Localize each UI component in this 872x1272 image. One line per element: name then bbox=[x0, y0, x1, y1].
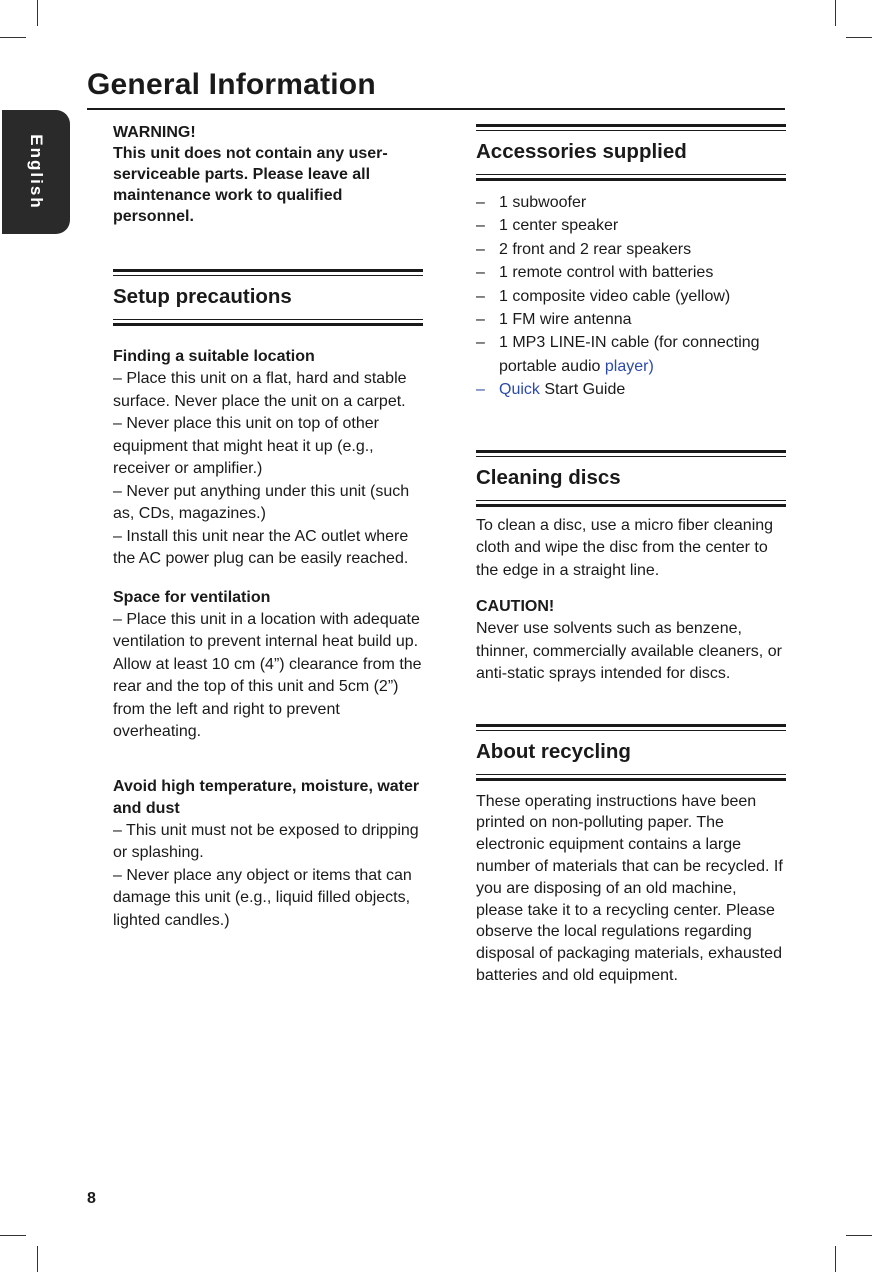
title-rule bbox=[87, 108, 785, 110]
crop-mark bbox=[0, 1235, 26, 1236]
location-item: – Place this unit on a flat, hard and stable surface. Never place the unit on a carpet. bbox=[113, 370, 407, 410]
list-dash: – bbox=[476, 194, 485, 211]
list-dash: – bbox=[476, 240, 485, 258]
list-item-link-text: Quick bbox=[499, 381, 540, 399]
page-number: 8 bbox=[87, 1190, 96, 1207]
list-item-text: 1 composite video cable (yellow) bbox=[499, 287, 731, 305]
ventilation-subheading: Space for ventilation bbox=[113, 588, 271, 606]
list-dash: – bbox=[476, 217, 485, 235]
list-item-text: 1 subwoofer bbox=[499, 194, 587, 211]
list-dash: – bbox=[476, 287, 485, 305]
location-block bbox=[113, 346, 423, 571]
caution-block bbox=[476, 596, 786, 686]
section-rule bbox=[113, 319, 423, 320]
setup-section-header bbox=[113, 269, 423, 326]
cleaning-section-header bbox=[476, 450, 786, 507]
warning-block bbox=[113, 122, 423, 227]
recycling-section-header bbox=[476, 724, 786, 781]
warning-text: This unit does not contain any user-serviceable parts. Please leave all maintenance work to qualified personnel. bbox=[113, 145, 388, 225]
list-dash: – bbox=[476, 311, 485, 329]
accessories-list bbox=[476, 191, 786, 402]
caution-label: CAUTION! bbox=[476, 598, 555, 616]
section-rule bbox=[476, 178, 786, 181]
location-item: – Never place this unit on top of other equipment that might heat it up (e.g., receiver or amplifier.) bbox=[113, 415, 379, 477]
setup-section-title: Setup precautions bbox=[113, 285, 292, 308]
avoid-subheading: Avoid high temperature, moisture, water and dust bbox=[113, 777, 420, 817]
caution-text: Never use solvents such as benzene, thinner, commercially available cleaners, or anti-static sprays intended for discs. bbox=[476, 620, 782, 683]
list-item-text: 1 center speaker bbox=[499, 217, 619, 235]
accessories-section-header bbox=[476, 124, 786, 181]
crop-mark bbox=[37, 0, 38, 26]
ventilation-text: – Place this unit in a location with adequate ventilation to prevent internal heat build up. Allow at least 10 cm (4”) clearance from the rear and the top of this unit and 5cm (2”) from the left and right to prevent overheating. bbox=[113, 610, 422, 740]
cleaning-section-title: Cleaning discs bbox=[476, 465, 621, 489]
recycling-text: These operating instructions have been printed on non-polluting paper. The electronic equipment contains a large number of materials that can be recycled. If you are disposing of an old machine, please take it to a recycling center. Please observe the local regulations regarding disposal of packaging materials, exhausted batteries and old equipment. bbox=[476, 792, 783, 985]
list-item bbox=[476, 214, 786, 237]
right-column bbox=[476, 124, 786, 987]
list-item-text: 2 front and 2 rear speakers bbox=[499, 240, 692, 258]
location-item: – Install this unit near the AC outlet where the AC power plug can be easily reached. bbox=[113, 527, 409, 567]
list-item bbox=[476, 285, 786, 308]
section-rule bbox=[113, 269, 423, 272]
section-rule bbox=[476, 124, 786, 127]
avoid-item: – This unit must not be exposed to dripping or splashing. bbox=[113, 821, 419, 861]
location-item: – Never put anything under this unit (such as, CDs, magazines.) bbox=[113, 482, 410, 522]
section-rule bbox=[113, 323, 423, 326]
section-rule bbox=[476, 450, 786, 453]
avoid-item: – Never place any object or items that can damage this unit (e.g., liquid filled objects, lighted candles.) bbox=[113, 866, 412, 929]
section-rule bbox=[476, 500, 786, 501]
ventilation-block bbox=[113, 587, 423, 744]
section-rule bbox=[476, 174, 786, 175]
list-item bbox=[476, 378, 786, 401]
left-column bbox=[113, 122, 423, 932]
cleaning-text: To clean a disc, use a micro fiber cleaning cloth and wipe the disc from the center to the edge in a straight line. bbox=[476, 516, 774, 579]
language-tab-label: English bbox=[27, 134, 46, 210]
list-item bbox=[476, 261, 786, 284]
list-item-text: 1 remote control with batteries bbox=[499, 264, 714, 282]
crop-mark bbox=[37, 1246, 38, 1272]
location-subheading: Finding a suitable location bbox=[113, 348, 315, 365]
list-item-text: 1 FM wire antenna bbox=[499, 311, 632, 329]
crop-mark bbox=[835, 1246, 836, 1272]
language-tab bbox=[2, 110, 70, 234]
avoid-block bbox=[113, 776, 423, 933]
list-dash: – bbox=[476, 334, 485, 352]
list-dash: – bbox=[476, 381, 485, 399]
page-title: General Information bbox=[87, 68, 376, 101]
list-item bbox=[476, 308, 786, 331]
list-item-text: 1 MP3 LINE-IN cable (for connecting portable audio bbox=[499, 334, 760, 375]
recycling-section-title: About recycling bbox=[476, 739, 631, 763]
list-item-text: Start Guide bbox=[539, 381, 626, 399]
section-rule bbox=[476, 504, 786, 507]
section-rule bbox=[476, 778, 786, 781]
section-rule bbox=[476, 724, 786, 727]
crop-mark bbox=[846, 37, 872, 38]
crop-mark bbox=[0, 37, 26, 38]
crop-mark bbox=[835, 0, 836, 26]
list-item bbox=[476, 191, 786, 214]
warning-label: WARNING! bbox=[113, 124, 196, 141]
list-dash: – bbox=[476, 264, 485, 282]
list-item-link-text: player) bbox=[604, 357, 654, 375]
crop-mark bbox=[846, 1235, 872, 1236]
accessories-section-title: Accessories supplied bbox=[476, 140, 687, 163]
section-rule bbox=[476, 774, 786, 775]
list-item bbox=[476, 238, 786, 261]
list-item bbox=[476, 331, 786, 378]
